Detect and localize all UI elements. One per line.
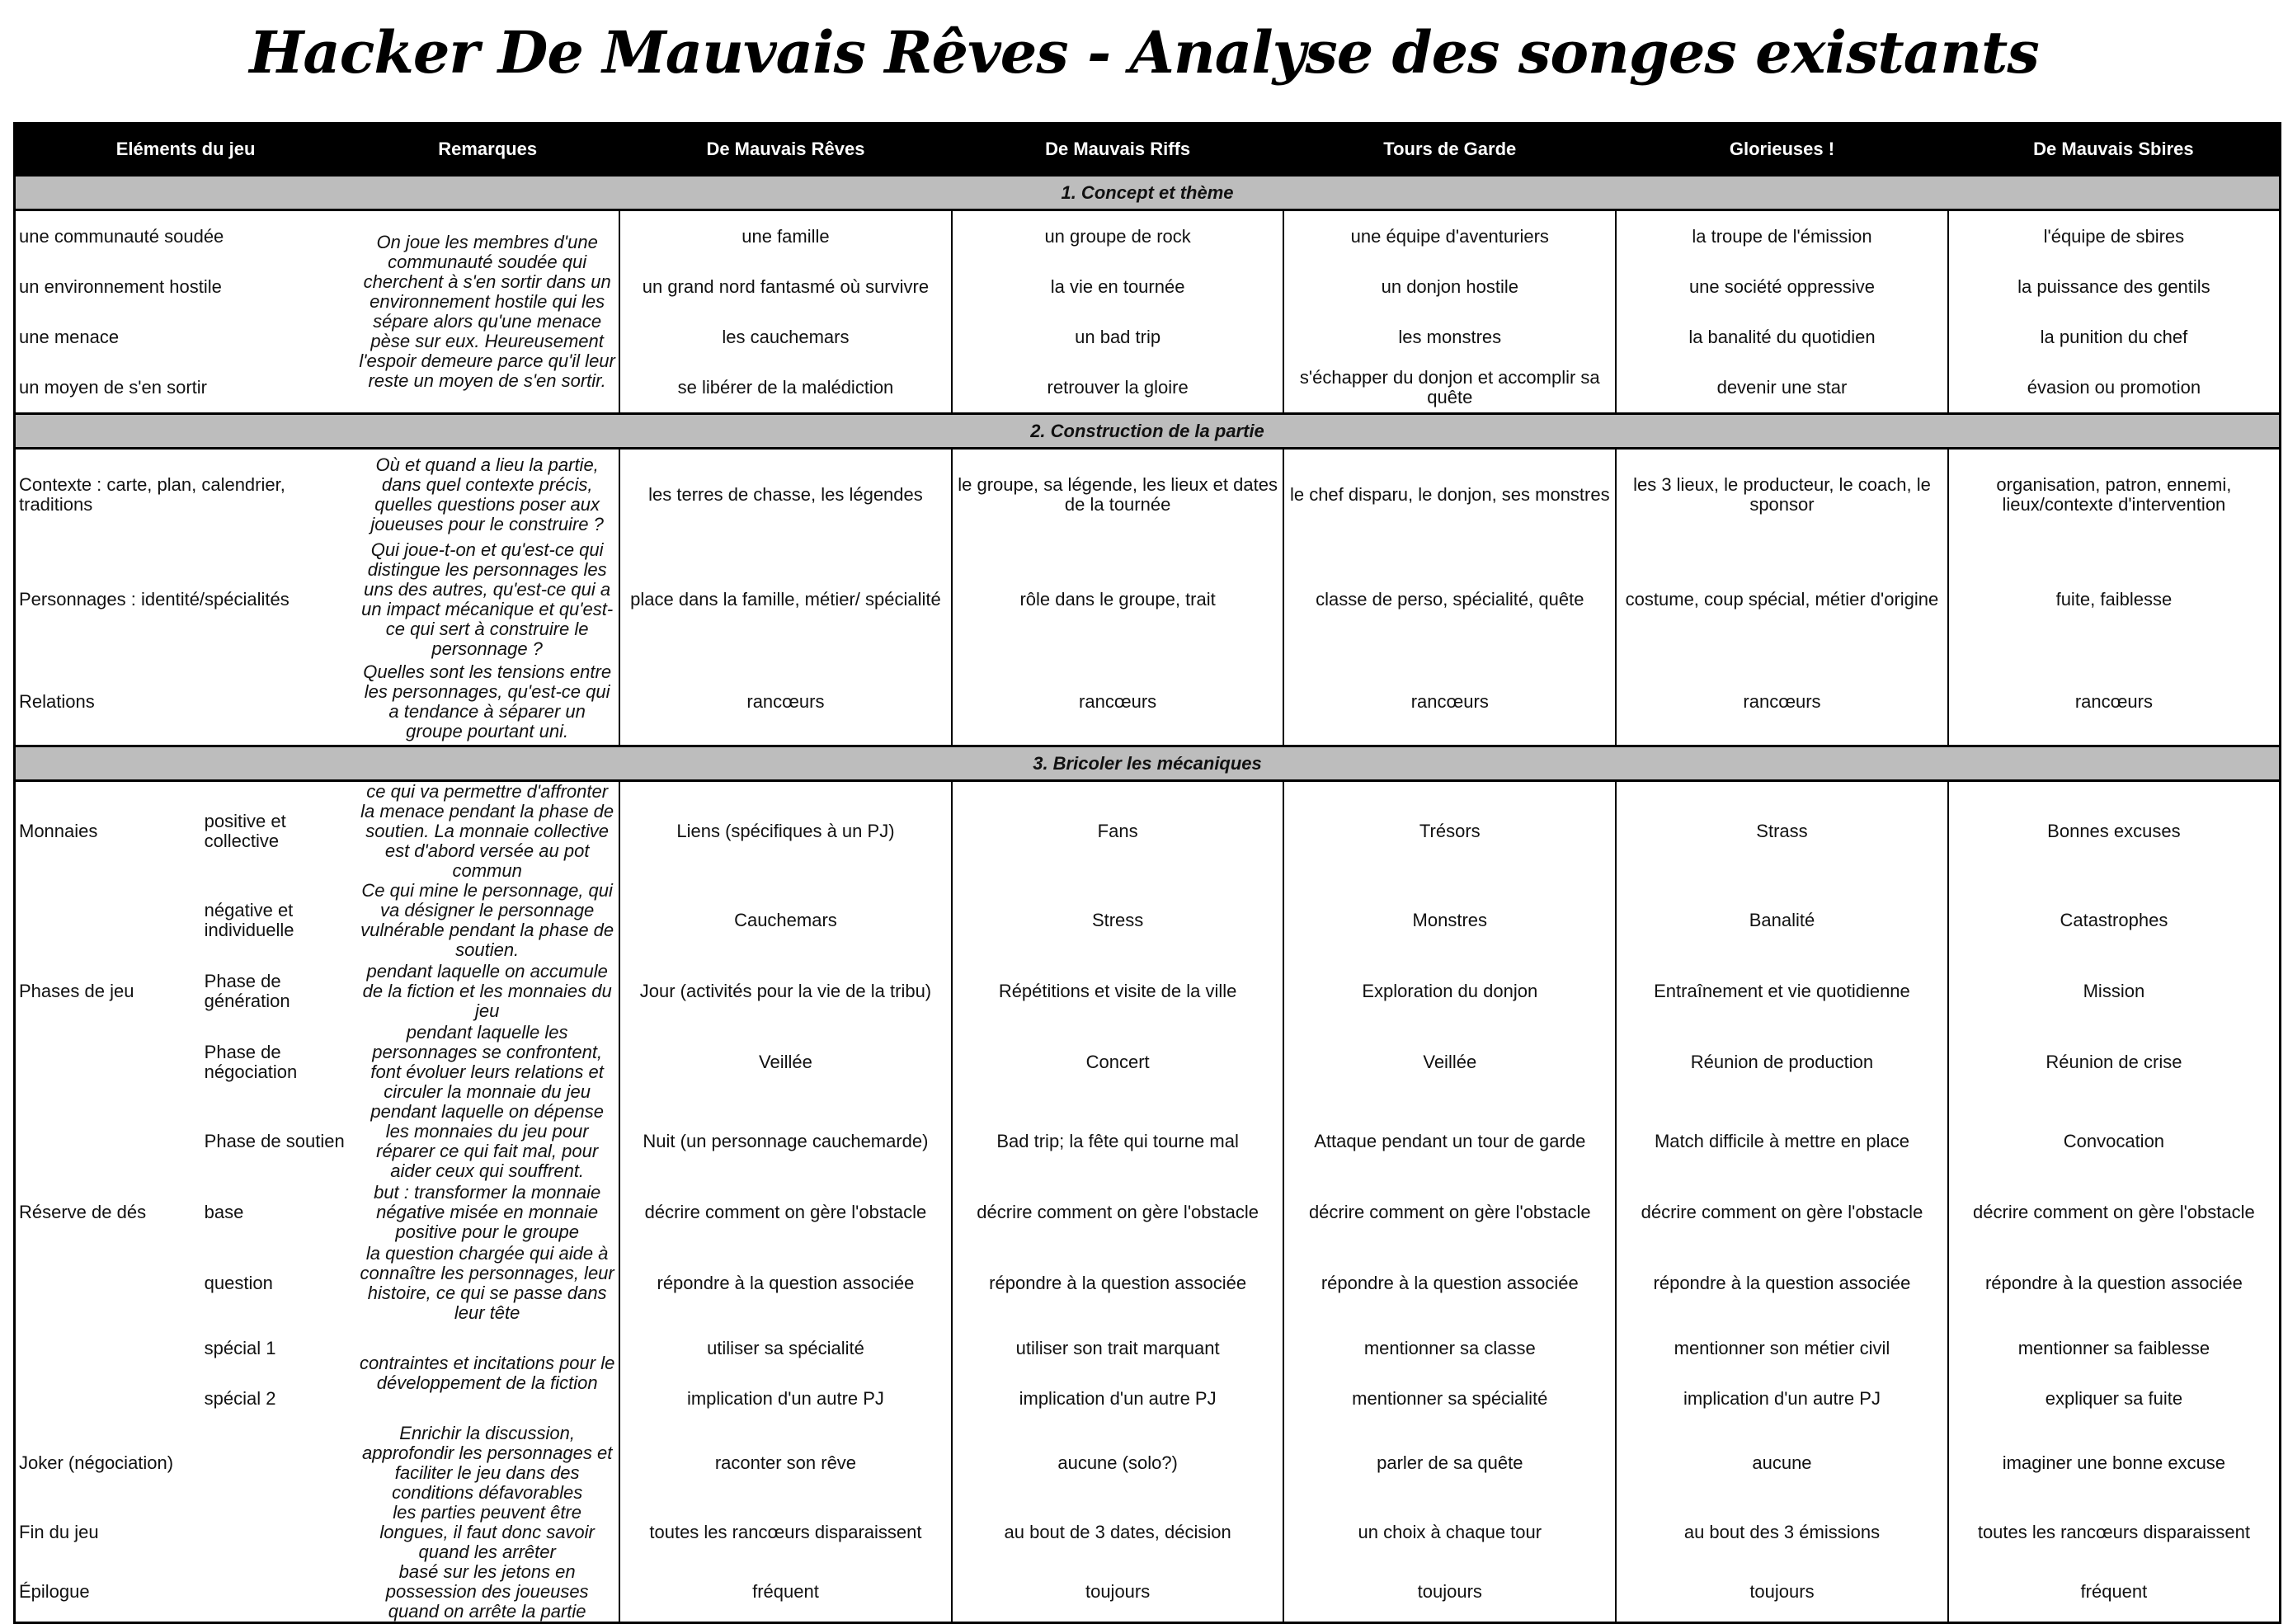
remark-cell: but : transformer la monnaie négative misée en monnaie positive pour le groupe xyxy=(374,1182,601,1242)
value-cell: Concert xyxy=(952,1023,1284,1102)
value-cell: fuite, faiblesse xyxy=(1948,540,2281,659)
value-cell: toutes les rancœurs disparaissent xyxy=(1948,1503,2281,1562)
section-title: 1. Concept et thème xyxy=(15,176,2281,210)
value-cell: raconter son rêve xyxy=(619,1424,952,1503)
table-row xyxy=(15,362,2281,414)
value-cell: expliquer sa fuite xyxy=(1948,1373,2281,1424)
table-row xyxy=(15,1503,2281,1562)
section-header xyxy=(15,414,2281,449)
value-cell: mentionner sa classe xyxy=(1283,1323,1616,1373)
element-label: un environnement hostile xyxy=(19,275,222,297)
value-cell: Nuit (un personnage cauchemarde) xyxy=(619,1102,952,1181)
element-label: Personnages : identité/spécialités xyxy=(19,589,290,610)
sub-element-label: négative et individuelle xyxy=(204,900,294,940)
table-row xyxy=(15,540,2281,659)
table-row xyxy=(15,960,2281,1023)
col-header-game-5: De Mauvais Sbires xyxy=(1948,124,2281,176)
table-row xyxy=(15,1181,2281,1244)
remark-cell: pendant laquelle les personnages se confrontent, font évoluer leurs relations et circuler la monnaie du jeu xyxy=(370,1023,604,1102)
value-cell: imaginer une bonne excuse xyxy=(1948,1424,2281,1503)
remark-cell: Qui joue-t-on et qu'est-ce qui distingue les personnages les uns des autres, qu'est-ce qui a un impact mécanique et qu'est-ce qui sert à construire le personnage ? xyxy=(361,540,614,659)
section-header xyxy=(15,176,2281,210)
table-row xyxy=(15,312,2281,362)
value-cell: organisation, patron, ennemi, lieux/contexte d'intervention xyxy=(1948,449,2281,541)
value-cell: répondre à la question associée xyxy=(952,1244,1284,1323)
section-title: 3. Bricoler les mécaniques xyxy=(15,746,2281,781)
element-label xyxy=(15,1323,201,1373)
value-cell: rancœurs xyxy=(1283,659,1616,746)
value-cell: utiliser sa spécialité xyxy=(619,1323,952,1373)
value-cell: Liens (spécifiques à un PJ) xyxy=(619,781,952,882)
value-cell: classe de perso, spécialité, quête xyxy=(1283,540,1616,659)
value-cell: aucune (solo?) xyxy=(952,1424,1284,1503)
value-cell: la banalité du quotidien xyxy=(1616,312,1948,362)
element-label xyxy=(15,1102,201,1181)
value-cell: s'échapper du donjon et accomplir sa quête xyxy=(1283,362,1616,414)
value-cell: utiliser son trait marquant xyxy=(952,1323,1284,1373)
element-label: Phases de jeu xyxy=(19,981,134,1001)
value-cell: Réunion de crise xyxy=(1948,1023,2281,1102)
remark-cell: Quelles sont les tensions entre les personnages, qu'est-ce qui a tendance à séparer un groupe pourtant uni. xyxy=(363,661,612,741)
value-cell: parler de sa quête xyxy=(1283,1424,1616,1503)
analysis-table xyxy=(13,122,2281,1624)
value-cell: l'équipe de sbires xyxy=(1948,210,2281,262)
value-cell: Monstres xyxy=(1283,881,1616,960)
value-cell: répondre à la question associée xyxy=(1948,1244,2281,1323)
value-cell: retrouver la gloire xyxy=(952,362,1284,414)
value-cell: les 3 lieux, le producteur, le coach, le sponsor xyxy=(1616,449,1948,541)
col-header-game-4: Glorieuses ! xyxy=(1616,124,1948,176)
value-cell: un bad trip xyxy=(952,312,1284,362)
value-cell: mentionner son métier civil xyxy=(1616,1323,1948,1373)
value-cell: Veillée xyxy=(1283,1023,1616,1102)
col-header-game-2: De Mauvais Riffs xyxy=(952,124,1284,176)
value-cell: se libérer de la malédiction xyxy=(619,362,952,414)
element-label xyxy=(15,1023,201,1102)
header-row xyxy=(15,124,2281,176)
value-cell: implication d'un autre PJ xyxy=(952,1373,1284,1424)
value-cell: Fans xyxy=(952,781,1284,882)
value-cell: évasion ou promotion xyxy=(1948,362,2281,414)
section-title: 2. Construction de la partie xyxy=(15,414,2281,449)
element-label: Joker (négociation) xyxy=(19,1452,174,1473)
value-cell: la troupe de l'émission xyxy=(1616,210,1948,262)
value-cell: répondre à la question associée xyxy=(619,1244,952,1323)
value-cell: rancœurs xyxy=(1616,659,1948,746)
value-cell: un groupe de rock xyxy=(952,210,1284,262)
value-cell: Stress xyxy=(952,881,1284,960)
value-cell: fréquent xyxy=(1948,1562,2281,1623)
sub-element-label xyxy=(201,1424,356,1503)
value-cell: toujours xyxy=(952,1562,1284,1623)
value-cell: Bonnes excuses xyxy=(1948,781,2281,882)
element-label: une communauté soudée xyxy=(19,225,224,247)
remark-cell: On joue les membres d'une communauté soudée qui cherchent à s'en sortir dans un environnement hostile qui les sépare alors qu'une menace pèse sur eux. Heureusement l'espoir demeure parce qu'il leur reste un moyen de s'en sortir. xyxy=(359,232,615,391)
table-row xyxy=(15,210,2281,262)
value-cell: Attaque pendant un tour de garde xyxy=(1283,1102,1616,1181)
value-cell: au bout des 3 émissions xyxy=(1616,1503,1948,1562)
value-cell: Jour (activités pour la vie de la tribu) xyxy=(619,960,952,1023)
remark-cell: Où et quand a lieu la partie, dans quel contexte précis, quelles questions poser aux joueuses pour le construire ? xyxy=(370,454,604,534)
value-cell: fréquent xyxy=(619,1562,952,1623)
value-cell: décrire comment on gère l'obstacle xyxy=(1948,1181,2281,1244)
element-label: Relations xyxy=(19,691,95,712)
sub-element-label: positive et collective xyxy=(204,811,286,851)
value-cell: décrire comment on gère l'obstacle xyxy=(952,1181,1284,1244)
table-row xyxy=(15,261,2281,312)
value-cell: répondre à la question associée xyxy=(1283,1244,1616,1323)
element-label: Contexte : carte, plan, calendrier, traditions xyxy=(19,474,285,515)
table-row xyxy=(15,1023,2281,1102)
table-row xyxy=(15,781,2281,882)
element-label: Épilogue xyxy=(19,1581,90,1602)
value-cell: Trésors xyxy=(1283,781,1616,882)
element-label: Fin du jeu xyxy=(19,1522,99,1542)
value-cell: Répétitions et visite de la ville xyxy=(952,960,1284,1023)
table-row xyxy=(15,881,2281,960)
remark-cell: la question chargée qui aide à connaître les personnages, leur histoire, ce qui se passe dans leur tête xyxy=(360,1244,614,1323)
section-header xyxy=(15,746,2281,781)
value-cell: une équipe d'aventuriers xyxy=(1283,210,1616,262)
element-label: Monnaies xyxy=(19,821,98,841)
value-cell: un grand nord fantasmé où survivre xyxy=(619,261,952,312)
value-cell: Exploration du donjon xyxy=(1283,960,1616,1023)
value-cell: les cauchemars xyxy=(619,312,952,362)
value-cell: la puissance des gentils xyxy=(1948,261,2281,312)
value-cell: Bad trip; la fête qui tourne mal xyxy=(952,1102,1284,1181)
value-cell: Banalité xyxy=(1616,881,1948,960)
value-cell: Cauchemars xyxy=(619,881,952,960)
value-cell: aucune xyxy=(1616,1424,1948,1503)
value-cell: le chef disparu, le donjon, ses monstres xyxy=(1283,449,1616,541)
table-row xyxy=(15,1323,2281,1373)
element-label: une menace xyxy=(19,326,120,347)
value-cell: devenir une star xyxy=(1616,362,1948,414)
sub-element-label: spécial 1 xyxy=(204,1337,276,1358)
element-label xyxy=(15,1244,201,1323)
value-cell: mentionner sa faiblesse xyxy=(1948,1323,2281,1373)
value-cell: rancœurs xyxy=(952,659,1284,746)
value-cell: au bout de 3 dates, décision xyxy=(952,1503,1284,1562)
value-cell: rancœurs xyxy=(619,659,952,746)
value-cell: toujours xyxy=(1616,1562,1948,1623)
value-cell: la punition du chef xyxy=(1948,312,2281,362)
value-cell: Match difficile à mettre en place xyxy=(1616,1102,1948,1181)
value-cell: un choix à chaque tour xyxy=(1283,1503,1616,1562)
remark-cell: les parties peuvent être longues, il faut donc savoir quand les arrêter xyxy=(379,1503,595,1562)
value-cell: implication d'un autre PJ xyxy=(1616,1373,1948,1424)
value-cell: Strass xyxy=(1616,781,1948,882)
table-row xyxy=(15,659,2281,746)
value-cell: Convocation xyxy=(1948,1102,2281,1181)
value-cell: rôle dans le groupe, trait xyxy=(952,540,1284,659)
remark-cell: pendant laquelle on accumule de la fiction et les monnaies du jeu xyxy=(362,961,612,1021)
col-header-elements: Eléments du jeu xyxy=(15,124,356,176)
table-row xyxy=(15,1562,2281,1623)
sub-element-label xyxy=(201,1562,356,1623)
remark-cell: Ce qui mine le personnage, qui va désigner le personnage vulnérable pendant la phase de soutien. xyxy=(360,881,614,960)
sub-element-label: base xyxy=(204,1202,244,1222)
value-cell: Catastrophes xyxy=(1948,881,2281,960)
value-cell: Veillée xyxy=(619,1023,952,1102)
table-row xyxy=(15,1373,2281,1424)
value-cell: place dans la famille, métier/ spécialité xyxy=(619,540,952,659)
col-header-remarks: Remarques xyxy=(355,124,619,176)
page-title: Hacker De Mauvais Rêves - Analyse des songes existants xyxy=(249,18,2039,87)
element-label: Réserve de dés xyxy=(19,1202,147,1222)
element-label xyxy=(15,1373,201,1424)
remark-cell: Enrichir la discussion, approfondir les personnages et faciliter le jeu dans des conditions défavorables xyxy=(361,1424,613,1503)
remark-cell: pendant laquelle on dépense les monnaies du jeu pour réparer ce qui fait mal, pour aider ceux qui souffrent. xyxy=(370,1102,604,1181)
sub-element-label: question xyxy=(204,1273,273,1293)
sub-element-label xyxy=(201,1503,356,1562)
sub-element-label: Phase de négociation xyxy=(204,1042,298,1082)
value-cell: une société oppressive xyxy=(1616,261,1948,312)
value-cell: implication d'un autre PJ xyxy=(619,1373,952,1424)
value-cell: costume, coup spécial, métier d'origine xyxy=(1616,540,1948,659)
col-header-game-1: De Mauvais Rêves xyxy=(619,124,952,176)
value-cell: les terres de chasse, les légendes xyxy=(619,449,952,541)
col-header-game-3: Tours de Garde xyxy=(1283,124,1616,176)
table-row xyxy=(15,1244,2281,1323)
value-cell: la vie en tournée xyxy=(952,261,1284,312)
table-row xyxy=(15,1424,2281,1503)
value-cell: mentionner sa spécialité xyxy=(1283,1373,1616,1424)
value-cell: décrire comment on gère l'obstacle xyxy=(1616,1181,1948,1244)
sub-element-label: Phase de soutien xyxy=(204,1131,345,1151)
remark-cell: ce qui va permettre d'affronter la menace pendant la phase de soutien. La monnaie collective est d'abord versée au pot commun xyxy=(360,781,614,881)
value-cell: décrire comment on gère l'obstacle xyxy=(619,1181,952,1244)
sub-element-label: spécial 2 xyxy=(204,1387,276,1409)
table-row xyxy=(15,449,2281,541)
table-row xyxy=(15,1102,2281,1181)
element-label xyxy=(15,881,201,960)
value-cell: une famille xyxy=(619,210,952,262)
value-cell: toutes les rancœurs disparaissent xyxy=(619,1503,952,1562)
value-cell: les monstres xyxy=(1283,312,1616,362)
value-cell: Réunion de production xyxy=(1616,1023,1948,1102)
value-cell: Entraînement et vie quotidienne xyxy=(1616,960,1948,1023)
value-cell: le groupe, sa légende, les lieux et dates de la tournée xyxy=(952,449,1284,541)
value-cell: décrire comment on gère l'obstacle xyxy=(1283,1181,1616,1244)
value-cell: rancœurs xyxy=(1948,659,2281,746)
value-cell: un donjon hostile xyxy=(1283,261,1616,312)
sub-element-label: Phase de génération xyxy=(204,971,290,1011)
remark-cell: basé sur les jetons en possession des joueuses quand on arrête la partie xyxy=(385,1562,589,1622)
value-cell: Mission xyxy=(1948,960,2281,1023)
remark-cell: contraintes et incitations pour le développement de la fiction xyxy=(359,1353,615,1393)
element-label: un moyen de s'en sortir xyxy=(19,376,207,398)
value-cell: toujours xyxy=(1283,1562,1616,1623)
value-cell: répondre à la question associée xyxy=(1616,1244,1948,1323)
